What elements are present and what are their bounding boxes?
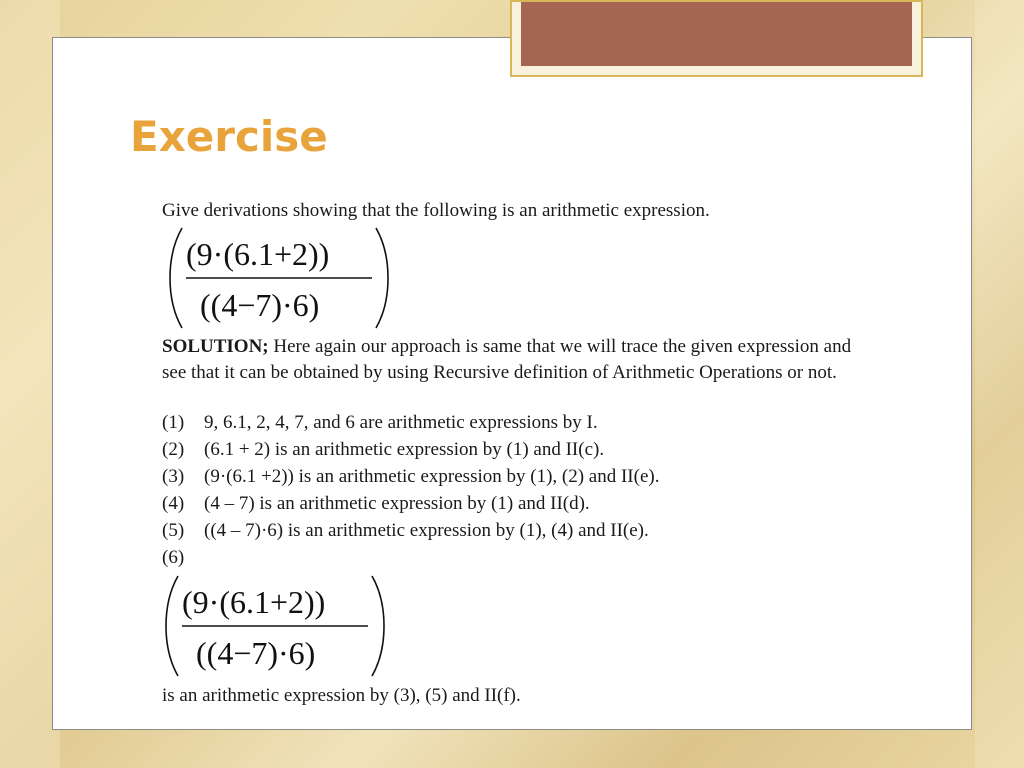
left-paren: [170, 228, 182, 328]
numerator: (9·(6.1+2)): [186, 236, 330, 272]
step-text: (6.1 + 2) is an arithmetic expression by (1) and II(c).: [204, 439, 605, 460]
denominator: ((4−7)·6): [200, 287, 320, 323]
step-item: [162, 520, 649, 542]
background-streak: [0, 0, 60, 768]
step-number: (5): [162, 520, 185, 541]
step-number: (6): [162, 547, 185, 568]
solution-text: Here again our approach is same that we will trace the given expression and see that it can be obtained by using Recursive definition of Arithmetic Operations or not.: [162, 336, 852, 383]
step-text: (4 – 7) is an arithmetic expression by (1) and II(d).: [204, 493, 590, 514]
expression-fraction-2: [160, 574, 390, 678]
decorative-tab-frame: [510, 0, 923, 77]
exercise-prompt: Give derivations showing that the following is an arithmetic expression.: [162, 200, 710, 221]
step-number: (4): [162, 493, 185, 514]
step-number: (3): [162, 466, 185, 487]
right-paren: [376, 228, 388, 328]
slide-title: Exercise: [130, 112, 328, 161]
step-number: (1): [162, 412, 185, 433]
expression-fraction-1: [164, 226, 394, 330]
step-item: [162, 466, 659, 488]
step-text: ((4 – 7)·6) is an arithmetic expression by (1), (4) and II(e).: [204, 520, 649, 541]
step-text: 9, 6.1, 2, 4, 7, and 6 are arithmetic expressions by I.: [204, 412, 598, 433]
step-number: (2): [162, 439, 185, 460]
step-text: (9·(6.1 +2)) is an arithmetic expression by (1), (2) and II(e).: [204, 466, 660, 487]
solution-label: SOLUTION;: [162, 336, 269, 357]
step-item: [162, 493, 590, 515]
numerator: (9·(6.1+2)): [182, 584, 326, 620]
conclusion-text: is an arithmetic expression by (3), (5) and II(f).: [162, 685, 521, 706]
left-paren: [166, 576, 178, 676]
solution-paragraph: [162, 334, 862, 386]
decorative-tab: [521, 2, 912, 66]
right-paren: [372, 576, 384, 676]
denominator: ((4−7)·6): [196, 635, 316, 671]
step-item: [162, 439, 604, 461]
step-item: [162, 412, 598, 434]
step-item: [162, 547, 204, 569]
background-streak: [975, 0, 1024, 768]
